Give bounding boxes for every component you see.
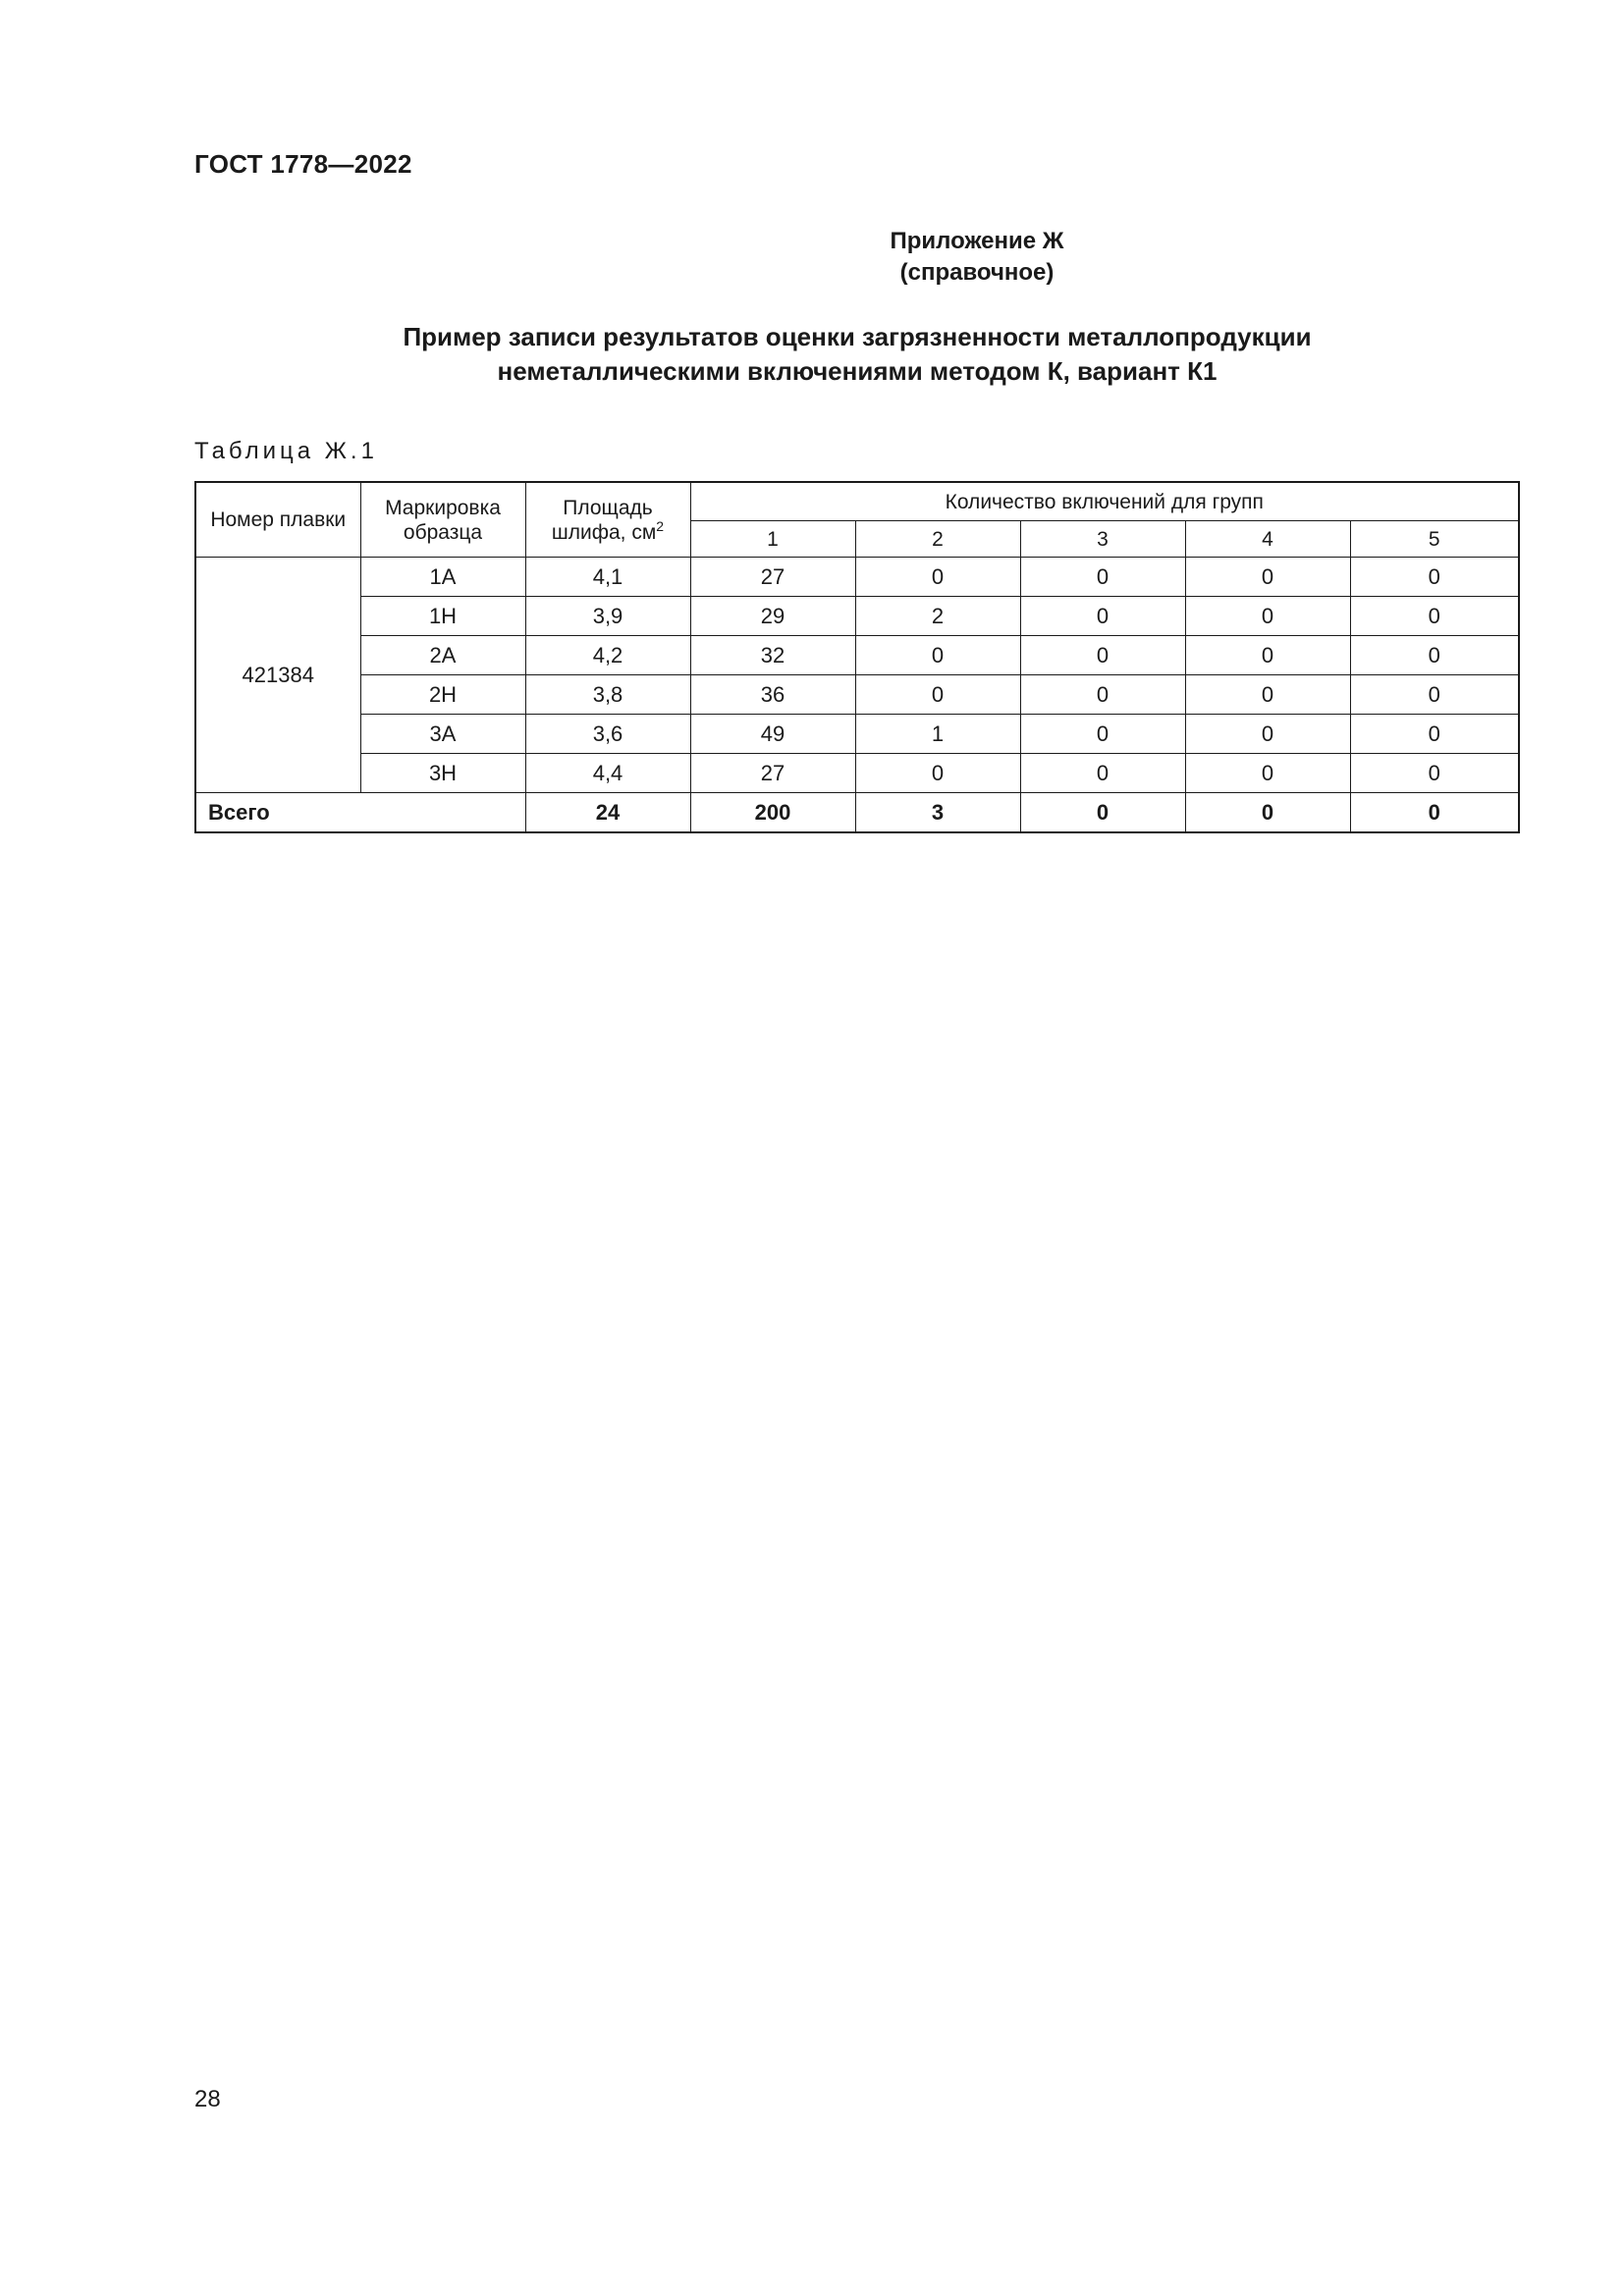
group-3-cell: 0: [1020, 558, 1185, 597]
area-cell: 3,9: [525, 597, 690, 636]
area-cell: 3,8: [525, 675, 690, 715]
header-group-5: 5: [1350, 521, 1519, 558]
group-4-cell: 0: [1185, 558, 1350, 597]
group-4-cell: 0: [1185, 754, 1350, 793]
group-4-cell: 0: [1185, 675, 1350, 715]
table-row: [195, 675, 1519, 715]
sample-mark-cell: 3А: [360, 715, 525, 754]
group-5-cell: 0: [1350, 558, 1519, 597]
appendix-title-line-2: неметаллическими включениями методом К, вариант К1: [497, 356, 1218, 386]
sample-mark-cell: 1Н: [360, 597, 525, 636]
group-2-cell: 0: [855, 754, 1020, 793]
sample-mark-cell: 2А: [360, 636, 525, 675]
header-melt-number: Номер плавки: [195, 482, 360, 558]
total-group-4-cell: 0: [1185, 793, 1350, 833]
header-group-4: 4: [1185, 521, 1350, 558]
group-4-cell: 0: [1185, 636, 1350, 675]
group-4-cell: 0: [1185, 715, 1350, 754]
group-1-cell: 49: [690, 715, 855, 754]
group-1-cell: 32: [690, 636, 855, 675]
header-area-text: Площадь шлифа, см: [551, 496, 657, 544]
group-4-cell: 0: [1185, 597, 1350, 636]
header-group-2: 2: [855, 521, 1020, 558]
appendix-title-line-1: Пример записи результатов оценки загрязненности металлопродукции: [403, 322, 1312, 351]
group-3-cell: 0: [1020, 754, 1185, 793]
sample-mark-cell: 1А: [360, 558, 525, 597]
group-5-cell: 0: [1350, 754, 1519, 793]
header-group-3: 3: [1020, 521, 1185, 558]
table-row: [195, 597, 1519, 636]
header-sample-mark: Маркировка образца: [360, 482, 525, 558]
melt-number-cell: 421384: [195, 558, 360, 793]
area-cell: 3,6: [525, 715, 690, 754]
appendix-type: (справочное): [899, 259, 1055, 286]
total-group-1-cell: 200: [690, 793, 855, 833]
table-row: [195, 715, 1519, 754]
area-cell: 4,4: [525, 754, 690, 793]
table-row: [195, 558, 1519, 597]
total-row: [195, 793, 1519, 833]
group-3-cell: 0: [1020, 597, 1185, 636]
header-area: [525, 482, 690, 558]
table-row: [195, 636, 1519, 675]
header-area-superscript: 2: [656, 517, 665, 534]
group-3-cell: 0: [1020, 715, 1185, 754]
table-caption: Таблица Ж.1: [194, 438, 378, 464]
sample-mark-cell: 3Н: [360, 754, 525, 793]
group-2-cell: 2: [855, 597, 1020, 636]
total-area-cell: 24: [525, 793, 690, 833]
group-1-cell: 27: [690, 558, 855, 597]
group-2-cell: 1: [855, 715, 1020, 754]
area-cell: 4,2: [525, 636, 690, 675]
group-1-cell: 27: [690, 754, 855, 793]
total-group-5-cell: 0: [1350, 793, 1519, 833]
results-table: [194, 481, 1520, 833]
total-label: Всего: [195, 793, 525, 833]
group-2-cell: 0: [855, 636, 1020, 675]
area-cell: 4,1: [525, 558, 690, 597]
group-2-cell: 0: [855, 558, 1020, 597]
header-group-1: 1: [690, 521, 855, 558]
group-5-cell: 0: [1350, 675, 1519, 715]
group-5-cell: 0: [1350, 636, 1519, 675]
group-1-cell: 29: [690, 597, 855, 636]
group-5-cell: 0: [1350, 597, 1519, 636]
group-3-cell: 0: [1020, 675, 1185, 715]
sample-mark-cell: 2Н: [360, 675, 525, 715]
table-row: [195, 754, 1519, 793]
total-group-2-cell: 3: [855, 793, 1020, 833]
document-standard-header: ГОСТ 1778—2022: [194, 149, 412, 179]
group-2-cell: 0: [855, 675, 1020, 715]
page-number: 28: [194, 2086, 221, 2112]
group-3-cell: 0: [1020, 636, 1185, 675]
total-group-3-cell: 0: [1020, 793, 1185, 833]
group-1-cell: 36: [690, 675, 855, 715]
group-5-cell: 0: [1350, 715, 1519, 754]
header-groups-title: Количество включений для групп: [690, 482, 1519, 521]
appendix-label: Приложение Ж: [890, 228, 1064, 254]
